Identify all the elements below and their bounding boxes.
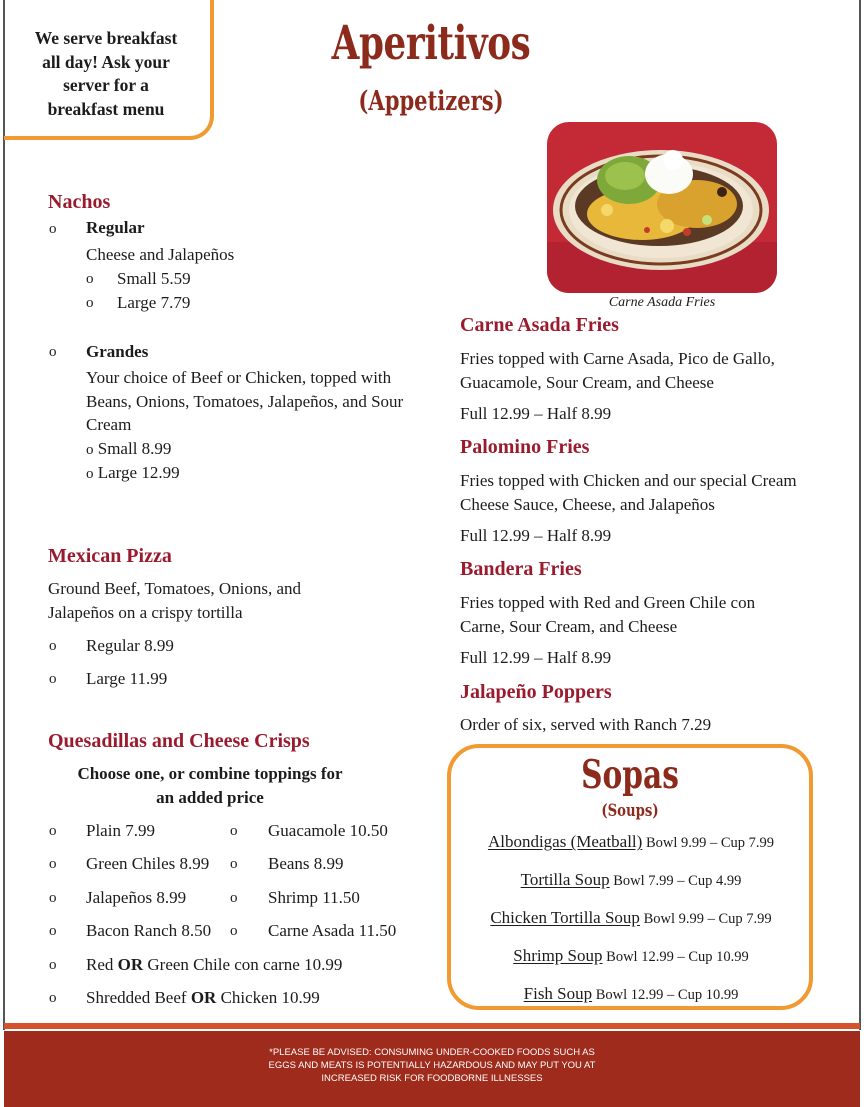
- bandera-fries-description: Fries topped with Red and Green Chile con Carne, Sour Cream, and Cheese: [460, 593, 756, 636]
- bullet-icon: o: [49, 990, 57, 1006]
- breakfast-notice: We serve breakfast all day! Ask your server for a breakfast menu: [34, 28, 178, 119]
- nachos-grandes-small: o Small 8.99: [86, 439, 172, 458]
- quesadilla-left-item: Green Chiles 8.99: [86, 854, 210, 873]
- bullet-icon: o: [49, 957, 57, 973]
- quesadilla-shredded: Shredded Beef OR Chicken 10.99: [86, 988, 320, 1007]
- nachos-regular-small: Small 5.59: [117, 269, 191, 288]
- quesadilla-left-item: Plain 7.99: [86, 821, 155, 840]
- bullet-icon: o: [49, 221, 57, 237]
- photo-caption: Carne Asada Fries: [608, 295, 716, 310]
- bullet-icon: o: [49, 344, 57, 360]
- footer-banner: [4, 1031, 860, 1107]
- quesadilla-left-item: Bacon Ranch 8.50: [86, 921, 212, 940]
- page-title: Aperitivos: [331, 16, 531, 71]
- page-frame-left: [3, 0, 5, 1030]
- carne-asada-fries-description: Fries topped with Carne Asada, Pico de Gallo, Guacamole, Sour Cream, and Cheese: [460, 349, 775, 392]
- nachos-regular-description: Cheese and Jalapeños: [86, 245, 235, 264]
- soup-item: Chicken Tortilla Soup Bowl 9.99 – Cup 7.99: [490, 908, 772, 927]
- mexican-pizza-regular: Regular 8.99: [86, 636, 174, 655]
- food-plate-illustration: [547, 122, 777, 293]
- bullet-icon: o: [86, 295, 94, 311]
- quesadilla-right-item: Guacamole 10.50: [268, 821, 388, 840]
- quesadilla-left-item: Jalapeños 8.99: [86, 888, 187, 907]
- bullet-icon: o: [230, 823, 238, 839]
- palomino-fries-heading: Palomino Fries: [460, 436, 590, 458]
- bullet-icon: o: [49, 823, 57, 839]
- jalapeno-poppers-heading: Jalapeño Poppers: [460, 681, 612, 703]
- page-subtitle: (Appetizers): [358, 86, 504, 117]
- soup-item: Albondigas (Meatball) Bowl 9.99 – Cup 7.99: [487, 832, 775, 851]
- jalapeno-poppers-description: Order of six, served with Ranch 7.29: [460, 715, 712, 734]
- quesadilla-right-item: Beans 8.99: [268, 854, 344, 873]
- carne-asada-fries-heading: Carne Asada Fries: [460, 314, 619, 336]
- nachos-regular-large: Large 7.79: [117, 293, 191, 312]
- bullet-icon: o: [230, 923, 238, 939]
- bullet-icon: o: [86, 271, 94, 287]
- quesadilla-right-item: Shrimp 11.50: [268, 888, 360, 907]
- soup-item: Fish Soup Bowl 12.99 – Cup 10.99: [523, 984, 739, 1003]
- footer-divider: [4, 1023, 860, 1029]
- palomino-fries-price: Full 12.99 – Half 8.99: [460, 526, 612, 545]
- mexican-pizza-large: Large 11.99: [86, 669, 168, 688]
- nachos-grandes-description: Your choice of Beef or Chicken, topped with Beans, Onions, Tomatoes, Jalapeños, and Sour Cream: [86, 368, 404, 434]
- carne-asada-fries-price: Full 12.99 – Half 8.99: [460, 404, 612, 423]
- soups-subtitle: (Soups): [601, 801, 659, 821]
- bullet-icon: o: [230, 856, 238, 872]
- bullet-icon: o: [49, 923, 57, 939]
- food-safety-disclaimer: *PLEASE BE ADVISED: CONSUMING UNDER-COOKED FOODS SUCH AS EGGS AND MEATS IS POTENTIALLY HAZARDOUS AND MAY PUT YOU AT INCREASED RISK FOR FOODBORNE ILLNESSES: [268, 1047, 596, 1084]
- bandera-fries-price: Full 12.99 – Half 8.99: [460, 648, 612, 667]
- bullet-icon: o: [86, 466, 94, 482]
- soups-title: Sopas: [581, 752, 679, 798]
- carne-asada-fries-photo: [547, 122, 777, 293]
- mexican-pizza-heading: Mexican Pizza: [48, 545, 172, 567]
- soup-item: Tortilla Soup Bowl 7.99 – Cup 4.99: [520, 870, 742, 889]
- quesadilla-right-item: Carne Asada 11.50: [268, 921, 397, 940]
- quesadilla-red-green-chile: Red OR Green Chile con carne 10.99: [86, 955, 343, 974]
- bullet-icon: o: [49, 671, 57, 687]
- bandera-fries-heading: Bandera Fries: [460, 558, 582, 580]
- quesadillas-note: Choose one, or combine toppings for an added price: [77, 764, 343, 807]
- page-frame-right: [859, 0, 861, 1030]
- nachos-regular-name: Regular: [86, 218, 145, 237]
- palomino-fries-description: Fries topped with Chicken and our special Cream Cheese Sauce, Cheese, and Jalapeños: [460, 471, 797, 514]
- bullet-icon: o: [230, 890, 238, 906]
- bullet-icon: o: [49, 638, 57, 654]
- breakfast-callout: [4, 0, 214, 140]
- mexican-pizza-description: Ground Beef, Tomatoes, Onions, and Jalapeños on a crispy tortilla: [48, 579, 301, 622]
- nachos-grandes-name: Grandes: [86, 342, 149, 361]
- quesadillas-heading: Quesadillas and Cheese Crisps: [48, 730, 310, 752]
- bullet-icon: o: [49, 856, 57, 872]
- nachos-grandes-large: o Large 12.99: [86, 463, 180, 482]
- bullet-icon: o: [86, 442, 94, 458]
- soup-item: Shrimp Soup Bowl 12.99 – Cup 10.99: [513, 946, 749, 965]
- bullet-icon: o: [49, 890, 57, 906]
- nachos-heading: Nachos: [48, 191, 111, 213]
